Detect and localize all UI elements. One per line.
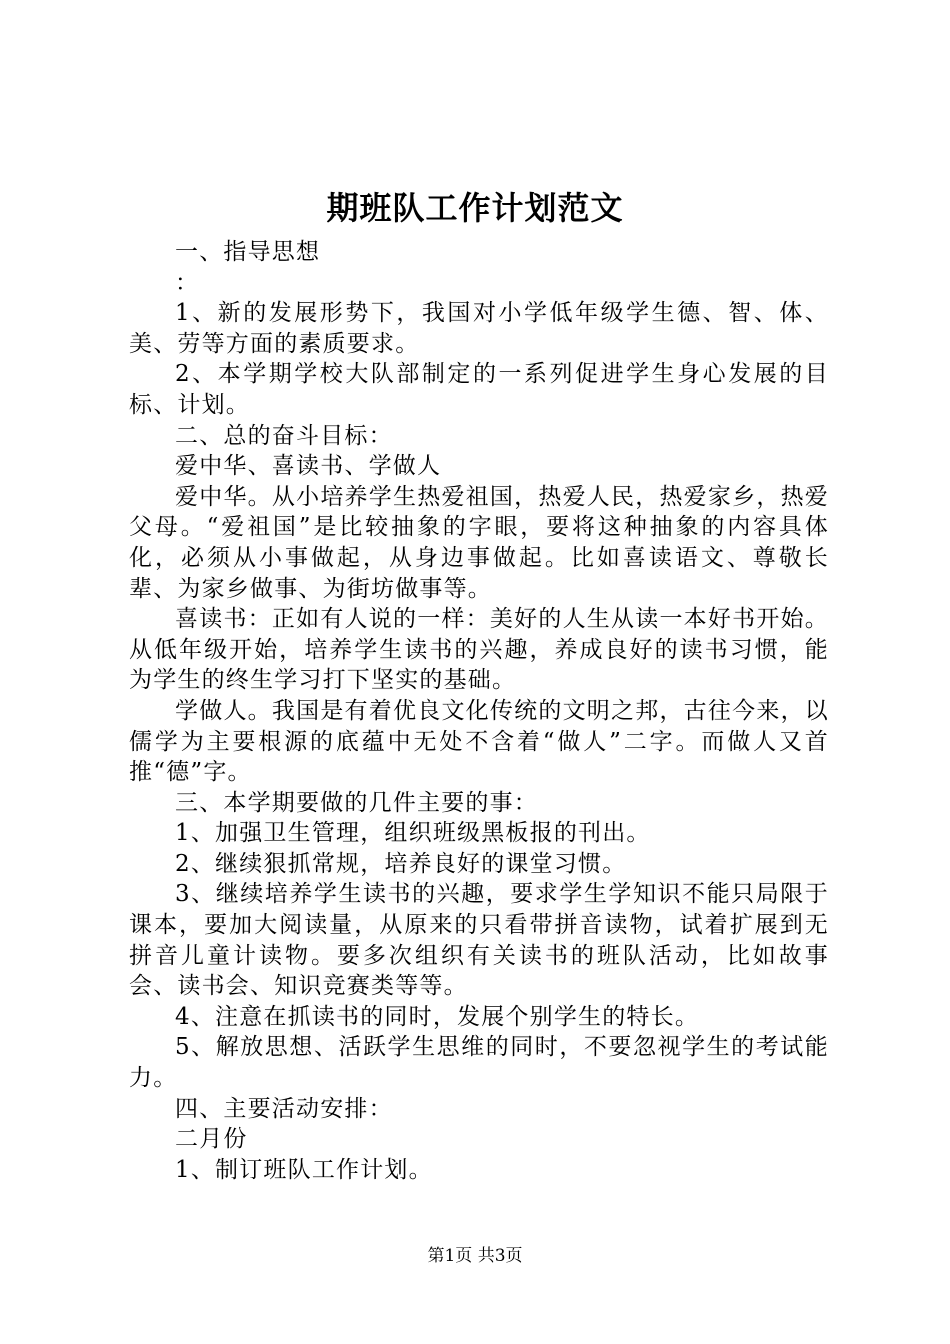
- paragraph: 爱中华、喜读书、学做人: [175, 453, 442, 480]
- paragraph: 四、主要活动安排：: [175, 1095, 393, 1122]
- document-body: [129, 237, 829, 1185]
- paragraph: 2、本学期学校大队部制定的一系列促进学生身心发展的目标、计划。: [129, 361, 829, 418]
- paragraph: 5、解放思想、活跃学生思维的同时，不要忽视学生的考试能力。: [129, 1034, 829, 1092]
- paragraph: 2、继续狠抓常规，培养良好的课堂习惯。: [175, 850, 627, 877]
- paragraph: 一、指导思想: [175, 239, 321, 265]
- paragraph: 4、注意在抓读书的同时，发展个别学生的特长。: [175, 1003, 700, 1030]
- paragraph: ：: [175, 269, 200, 296]
- paragraph: 学做人。我国是有着优良文化传统的文明之邦，古往今来，以儒学为主要根源的底蕴中无处不含着“做人”二字。而做人又首推“德”字。: [129, 697, 829, 786]
- paragraph: 1、加强卫生管理，组织班级黑板报的刊出。: [175, 820, 651, 847]
- paragraph: 三、本学期要做的几件主要的事：: [175, 789, 538, 816]
- paragraph: 喜读书：正如有人说的一样：美好的人生从读一本好书开始。从低年级开始，培养学生读书的兴趣，养成良好的读书习惯，能为学生的终生学习打下坚实的基础。: [129, 606, 829, 694]
- paragraph: 1、制订班队工作计划。: [175, 1156, 433, 1183]
- paragraph: 3、继续培养学生读书的兴趣，要求学生学知识不能只局限于课本，要加大阅读量，从原来的只看带拼音读物，试着扩展到无拼音儿童计读物。要多次组织有关读书的班队活动，比如故事会、读书会、知识竞赛类等等。: [129, 881, 829, 1000]
- document-title: 期班队工作计划范文: [326, 189, 624, 227]
- paragraph: 爱中华。从小培养学生热爱祖国，热爱人民，热爱家乡，热爱父母。“爱祖国”是比较抽象的字眼，要将这种抽象的内容具体化，必须从小事做起，从身边事做起。比如喜读语文、尊敬长辈、为家乡做事、为街坊做事等。: [129, 483, 829, 602]
- paragraph: 二月份: [175, 1126, 248, 1153]
- paragraph: 二、总的奋斗目标：: [175, 422, 393, 449]
- page-number-footer: 第1页 共3页: [427, 1246, 523, 1266]
- paragraph: 1、新的发展形势下，我国对小学低年级学生德、智、体、美、劳等方面的素质要求。: [129, 300, 829, 357]
